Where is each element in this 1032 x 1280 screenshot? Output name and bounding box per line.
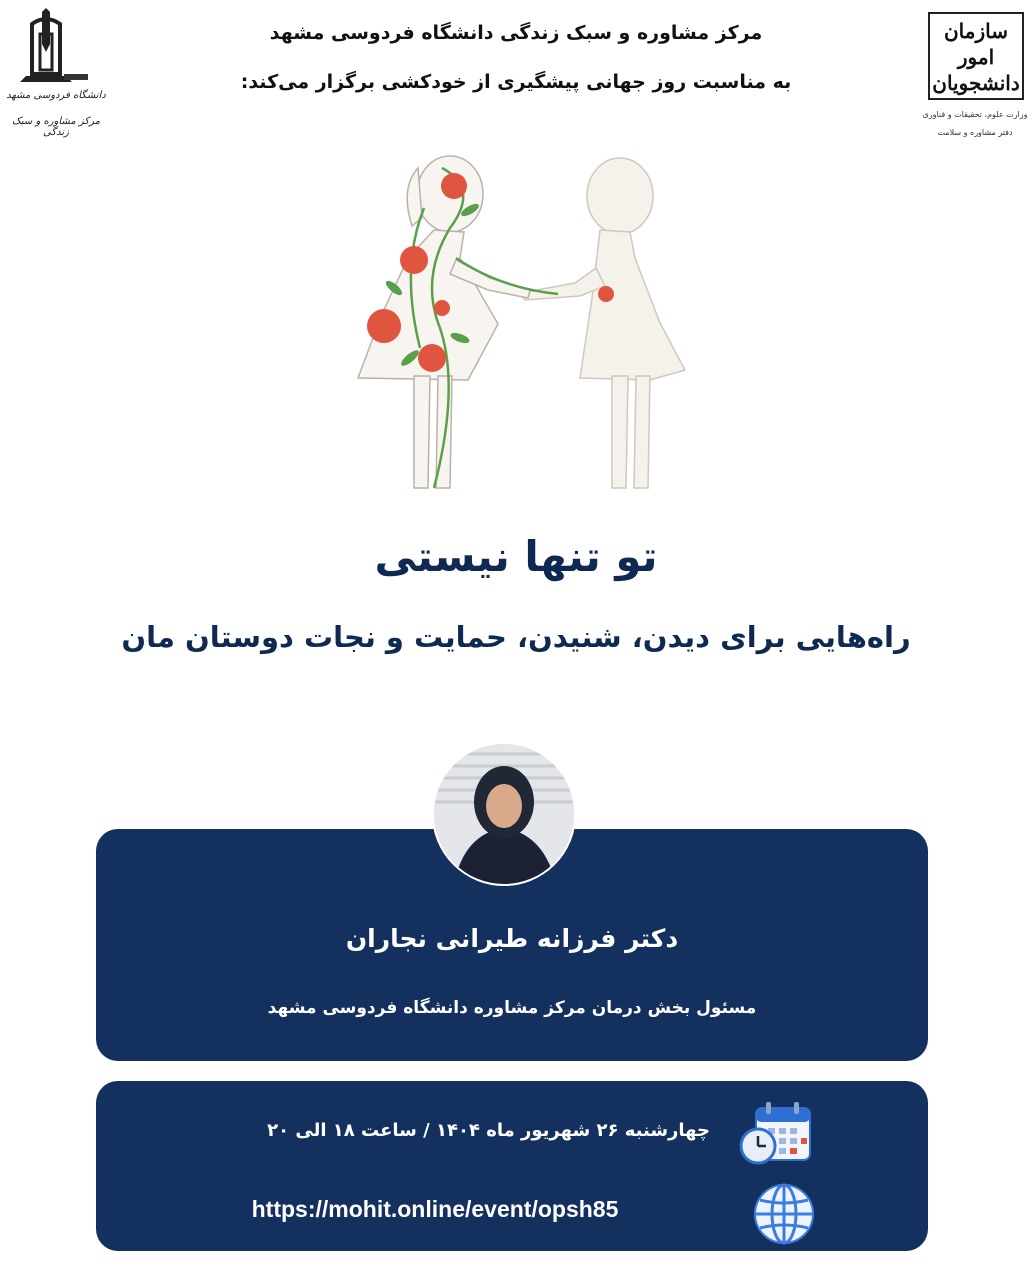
speaker-role: مسئول بخش درمان مرکز مشاوره دانشگاه فردوسی مشهد [267,998,757,1018]
right-logo-text-1: وزارت علوم، تحقیقات و فناوری [922,110,1028,119]
calendar-clock-icon [738,1100,812,1166]
event-datetime: چهارشنبه ۲۶ شهریور ماه ۱۴۰۴ / ساعت ۱۸ الی ۲۰ [267,1120,710,1141]
event-subtitle: راه‌هایی برای دیدن، شنیدن، حمایت و نجات دوستان مان [121,620,911,654]
organizer-line: مرکز مشاوره و سبک زندگی دانشگاه فردوسی مشهد [269,22,763,44]
student-affairs-logo [922,4,1028,150]
event-link[interactable]: https://mohit.online/event/opsh85 [251,1196,619,1222]
occasion-line: به مناسبت روز جهانی پیشگیری از خودکشی برگزار می‌کند: [240,71,792,93]
support-illustration [330,148,710,496]
left-logo-text-1: دانشگاه فردوسی مشهد [6,90,106,101]
speaker-name: دکتر فرزانه طیرانی نجاران [345,924,679,953]
left-logo-text-2: مرکز مشاوره و سبک زندگی [11,116,101,138]
event-title: تو تنها نیستی [374,532,658,581]
speaker-avatar [432,742,576,886]
right-logo-text-2: دفتر مشاوره و سلامت [937,128,1013,137]
globe-icon [752,1182,816,1246]
ferdowsi-university-logo [6,4,106,144]
right-logo-calligraphy: سازمان امور دانشجویان [932,19,1020,95]
